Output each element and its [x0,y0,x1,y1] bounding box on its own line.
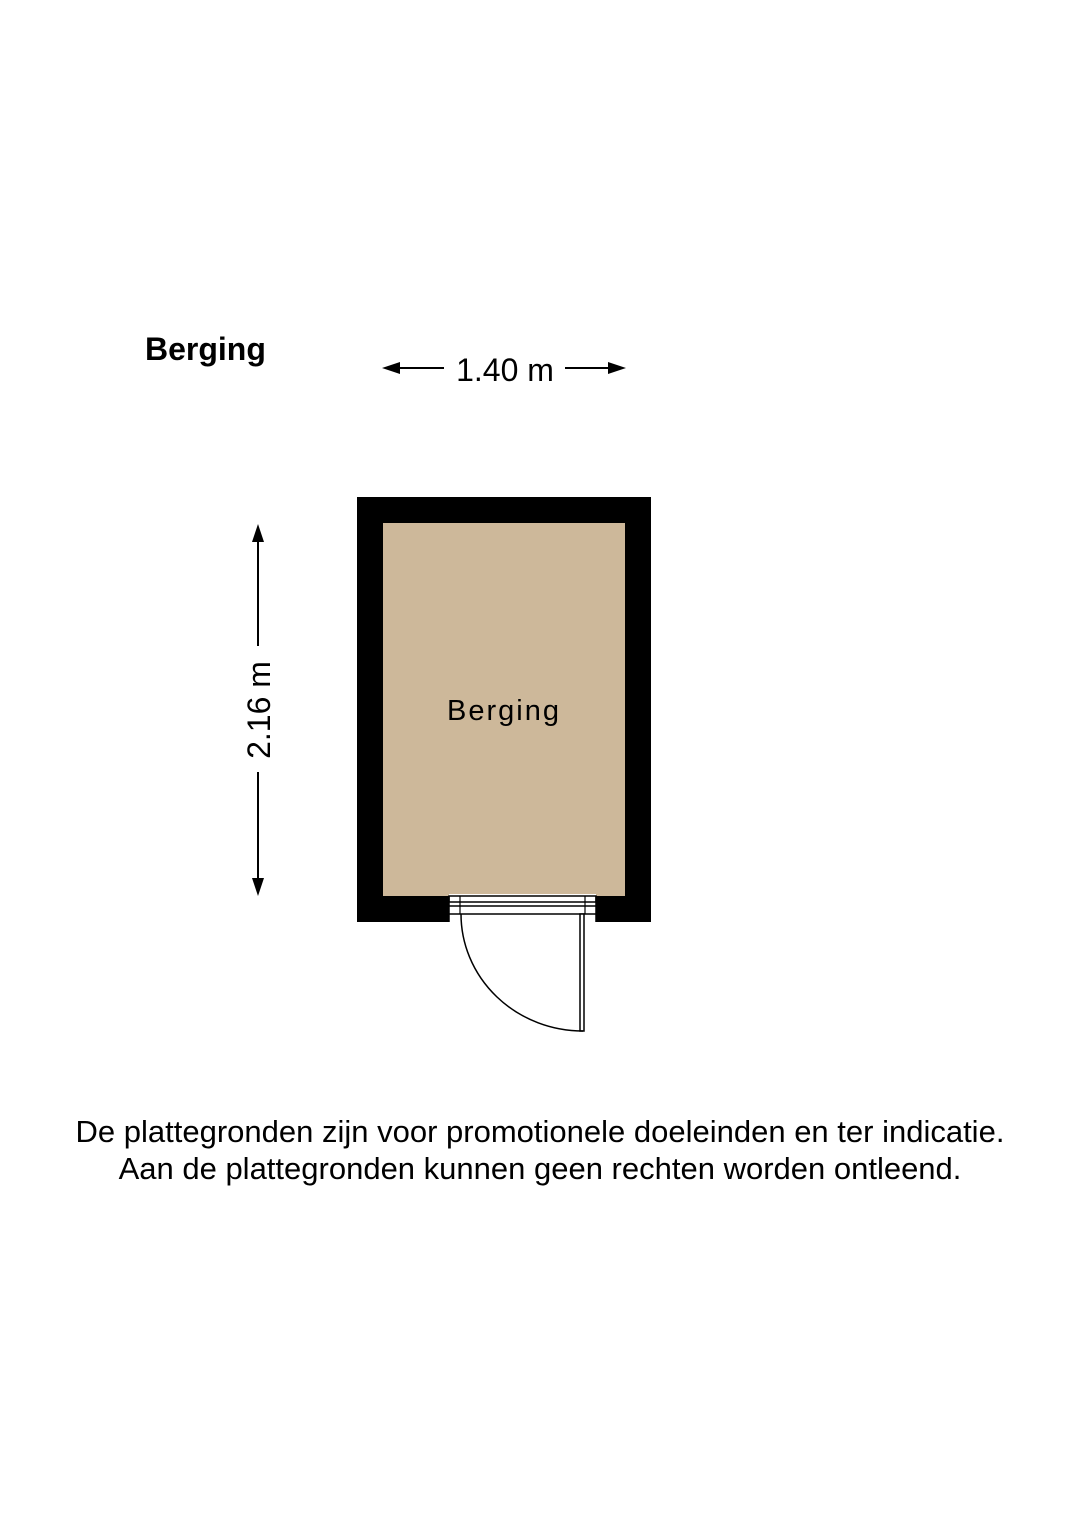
height-dimension [241,524,277,896]
disclaimer-line-2: Aan de plattegronden kunnen geen rechten worden ontleend. [118,1151,962,1186]
arrow-up-icon [252,524,264,542]
arrow-right-icon [608,362,626,374]
disclaimer-line-1: De plattegronden zijn voor promotionele doeleinden en ter indicatie. [75,1114,1005,1149]
door-swing-arc [461,914,583,1031]
door-threshold [449,896,596,902]
disclaimer [0,1113,1080,1187]
height-dimension-label: 2.16 m [241,661,277,759]
width-dimension-label: 1.40 m [456,352,554,388]
page-title: Berging [145,331,266,367]
room [357,497,651,1031]
door-leaf [580,914,584,1031]
arrow-left-icon [382,362,400,374]
arrow-down-icon [252,878,264,896]
room-label: Berging [447,695,561,727]
width-dimension [382,352,626,388]
